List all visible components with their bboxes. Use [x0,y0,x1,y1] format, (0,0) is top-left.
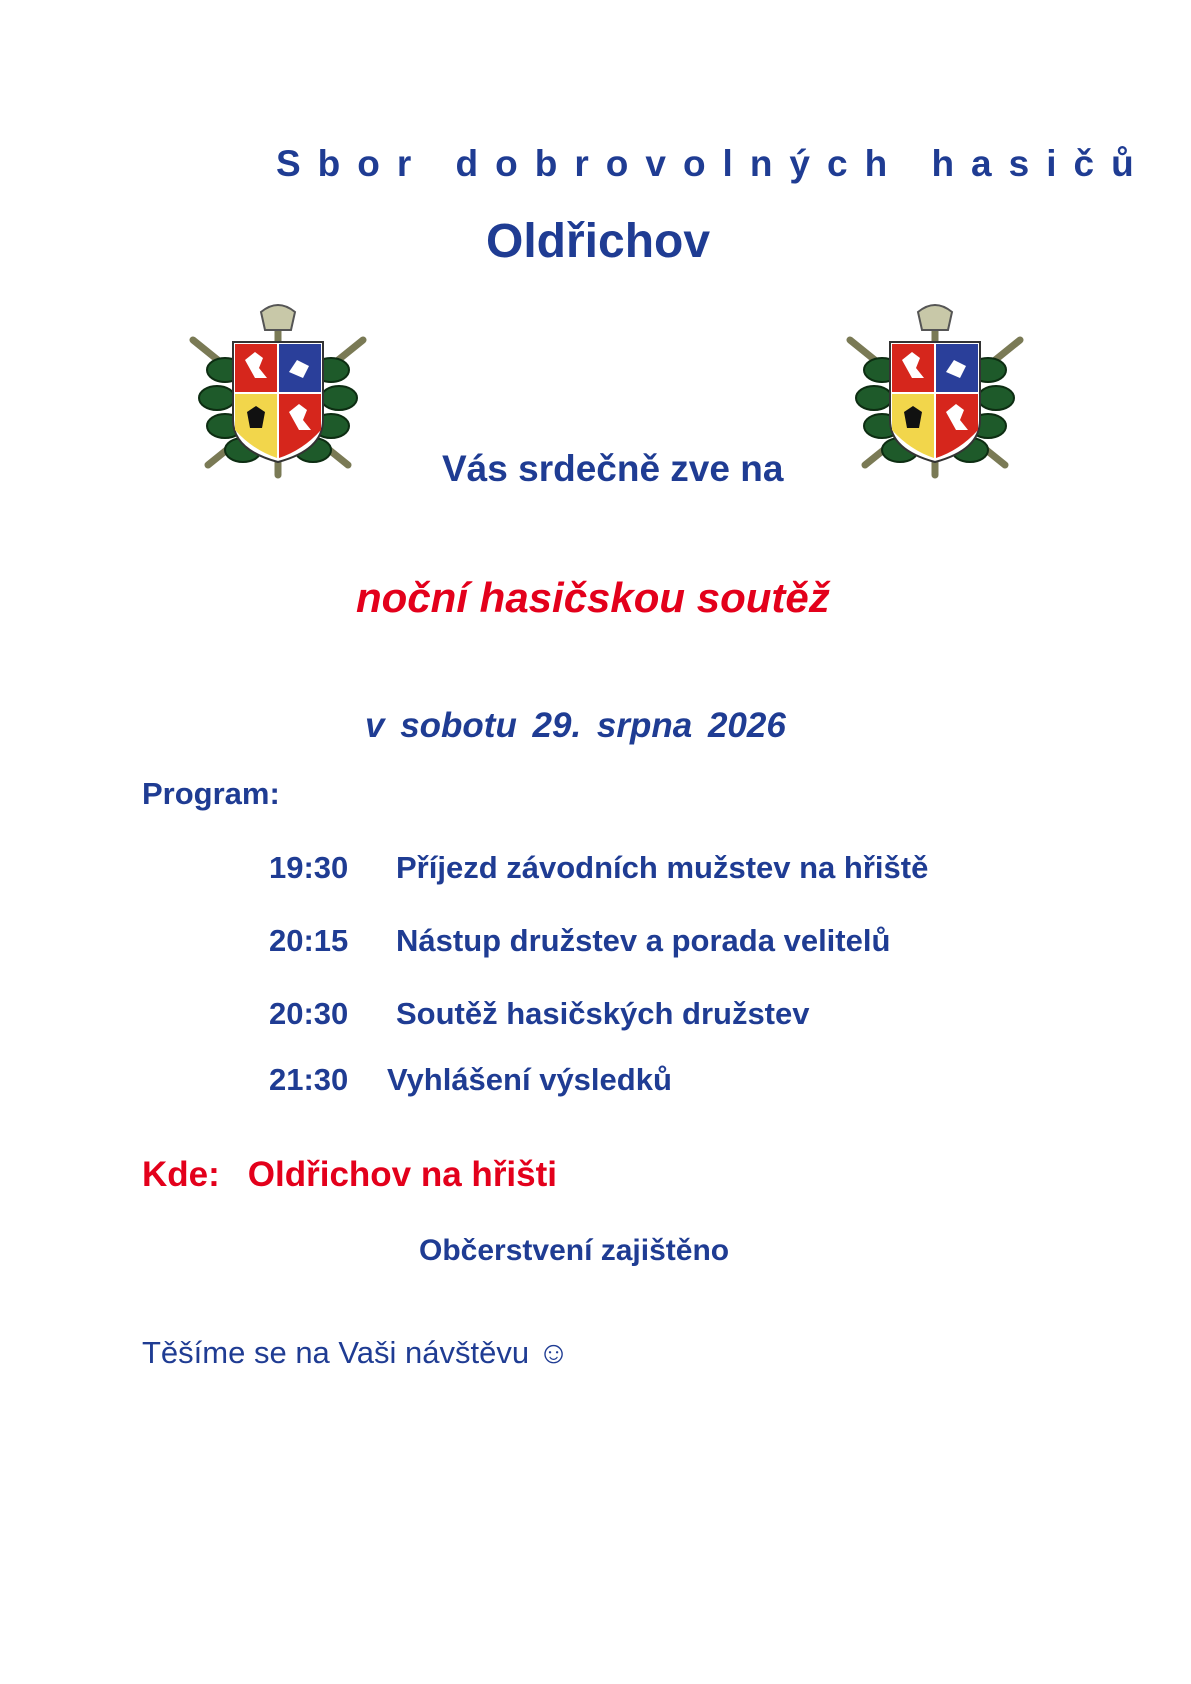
organization-name: Sbor dobrovolných hasičů [276,143,1151,184]
refreshments-note: Občerstvení zajištěno [419,1234,730,1267]
town-name: Oldřichov [486,215,711,268]
event-date: v sobotu 29. srpna 2026 [365,706,786,745]
location-label: Kde: [142,1155,220,1194]
program-time: 19:30 [269,850,349,885]
event-title: noční hasičskou soutěž [356,574,830,621]
program-text: Příjezd závodních mužstev na hřiště [396,850,929,885]
program-item [269,996,810,1032]
closing-line: Těšíme se na Vaši návštěvu ☺ [142,1335,570,1370]
invitation-line: Vás srdečně zve na [442,448,784,489]
program-text: Vyhlášení výsledků [387,1062,672,1097]
program-time: 20:30 [269,996,349,1031]
firefighter-emblem-icon [173,300,383,485]
program-heading: Program: [142,776,280,811]
location-place: Oldřichov na hřišti [247,1155,558,1194]
program-item [269,850,929,886]
program-time: 20:15 [269,923,349,958]
program-text: Soutěž hasičských družstev [396,996,810,1031]
program-text: Nástup družstev a porada velitelů [396,923,891,958]
location [142,1155,557,1195]
firefighter-emblem-icon [830,300,1040,485]
program-item [269,923,891,959]
program-time: 21:30 [269,1062,349,1097]
program-item [269,1062,672,1098]
